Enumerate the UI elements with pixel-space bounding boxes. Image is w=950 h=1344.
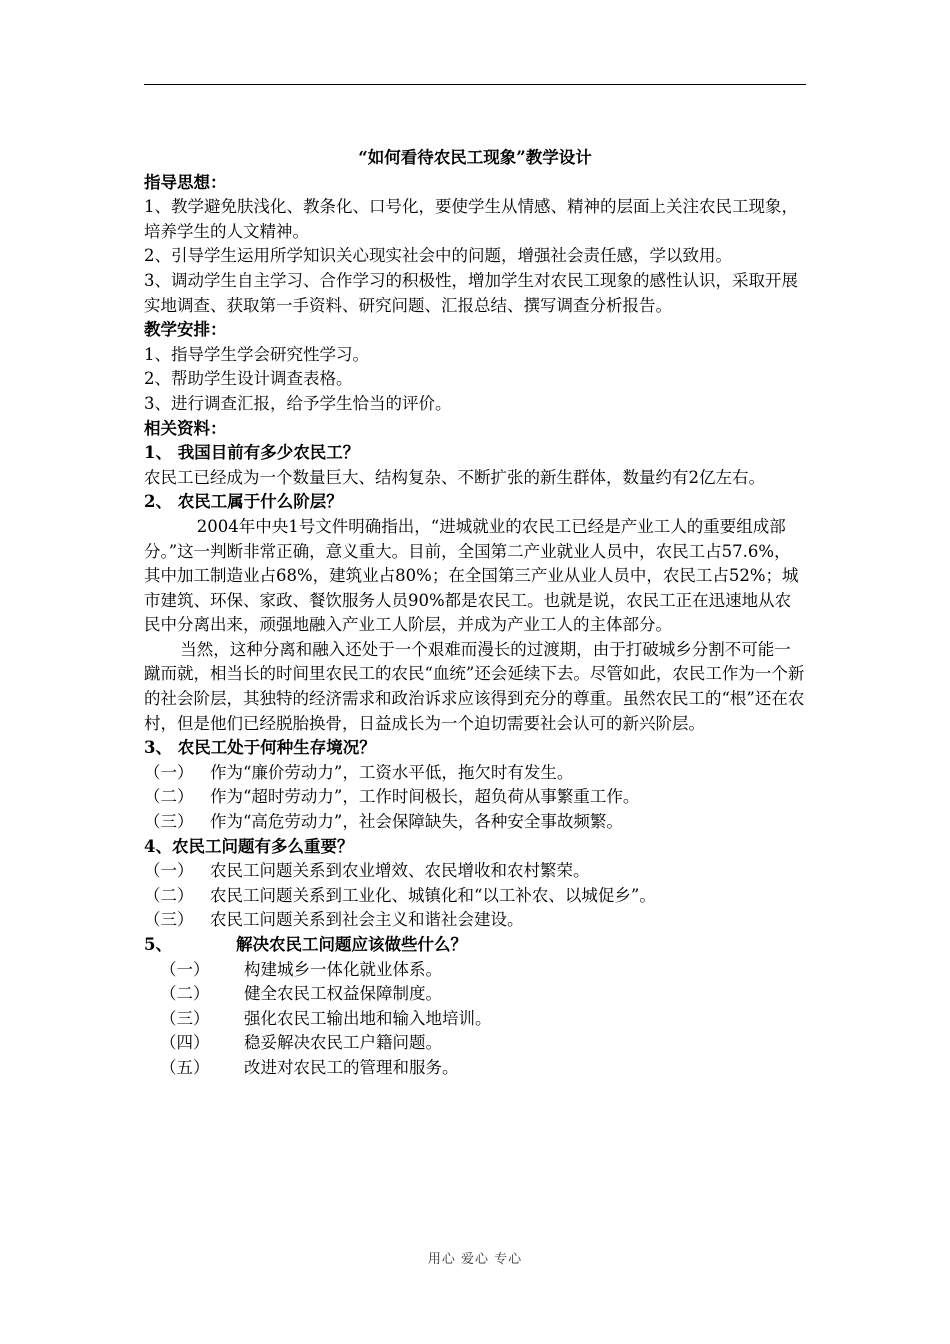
- arrangement-heading: 教学安排：: [144, 320, 227, 340]
- item-tag: （二）: [144, 885, 194, 905]
- item-text: 构建城乡一体化就业体系。: [244, 959, 442, 979]
- item-tag: （一）: [144, 861, 194, 881]
- guiding-item: 1、教学避免肤浅化、教条化、口号化，要使学生从情感、精神的层面上关注农民工现象，培养学生的人文精神。: [144, 197, 798, 241]
- item-tag: （二）: [160, 984, 210, 1004]
- document-title: “如何看待农民工现象”教学设计: [358, 148, 592, 167]
- guiding-heading: 指导思想：: [144, 172, 227, 192]
- q5-title: 解决农民工问题应该做些什么？: [236, 935, 467, 954]
- item-text: 改进对农民工的管理和服务。: [244, 1057, 459, 1077]
- arrangement-item: 3、进行调查汇报，给予学生恰当的评价。: [144, 393, 452, 413]
- guiding-item: 2、引导学生运用所学知识关心现实社会中的问题，增强社会责任感，学以致用。: [144, 246, 732, 266]
- page-footer: 用心 爱心 专心: [427, 1252, 523, 1267]
- q4-item: [144, 884, 806, 909]
- item-text: 强化农民工输出地和输入地培训。: [244, 1008, 492, 1028]
- materials-heading: 相关资料：: [144, 418, 227, 438]
- document-body: [144, 146, 806, 1081]
- guiding-item: 3、调动学生自主学习、合作学习的积极性，增加学生对农民工现象的感性认识，采取开展实地调查、获取第一手资料、研究问题、汇报总结、撰写调查分析报告。: [144, 270, 798, 315]
- q4-item: [144, 859, 806, 884]
- item-text: 稳妥解决农民工户籍问题。: [244, 1033, 442, 1053]
- item-tag: （三）: [144, 910, 194, 930]
- q4-item: [144, 908, 806, 933]
- item-tag: （三）: [160, 1008, 210, 1028]
- q1-title: 1、 我国目前有多少农民工？: [144, 443, 360, 463]
- item-text: 作为“高危劳动力”，社会保障缺失，各种安全事故频繁。: [210, 812, 623, 832]
- item-text: 作为“超时劳动力”，工作时间极长，超负荷从事繁重工作。: [210, 787, 640, 807]
- q2-paragraph: 2004年中央1号文件明确指出，“进城就业的农民工已经是产业工人的重要组成部分。”这一判断非常正确，意义重大。目前，全国第二产业就业人员中，农民工占57.6%，其中加工制造业占68%，建筑业占80%；在全国第三产业从业人员中，农民工占52%；城市建筑、环保、家政、餐饮服务人员90%都是农民工。也就是说，农民工正在迅速地从农民中分离出来，顽强地融入产业工人阶层，并成为产业工人的主体部分。: [144, 516, 799, 635]
- item-tag: （一）: [160, 959, 210, 979]
- arrangement-item: 2、帮助学生设计调查表格。: [144, 369, 353, 389]
- item-tag: （四）: [160, 1033, 210, 1053]
- item-text: 作为“廉价劳动力”，工资水平低，拖欠时有发生。: [210, 762, 574, 782]
- item-tag: （一）: [144, 762, 194, 782]
- q5-number: 5、: [144, 935, 172, 954]
- q4-title: 4、农民工问题有多么重要？: [144, 836, 354, 856]
- q3-title: 3、 农民工处于何种生存境况？: [144, 738, 376, 758]
- q3-item: [144, 761, 806, 786]
- item-tag: （二）: [144, 787, 194, 807]
- item-text: 农民工问题关系到农业增效、农民增收和农村繁荣。: [210, 861, 590, 881]
- q2-paragraph: 当然，这种分离和融入还处于一个艰难而漫长的过渡期，由于打破城乡分割不可能一蹴而就，相当长的时间里农民工的农民“血统”还会延续下去。尽管如此，农民工作为一个新的社会阶层，其独特的经济需求和政治诉求应该得到充分的尊重。虽然农民工的“根”还在农村，但是他们已经脱胎换骨，日益成长为一个迫切需要社会认可的新兴阶层。: [144, 639, 805, 733]
- item-tag: （五）: [160, 1057, 210, 1077]
- q1-body: 农民工已经成为一个数量巨大、结构复杂、不断扩张的新生群体，数量约有2亿左右。: [144, 467, 765, 487]
- item-text: 农民工问题关系到工业化、城镇化和“以工补农、以城促乡”。: [210, 885, 656, 905]
- q5-title-row: [144, 933, 806, 958]
- q2-title: 2、 农民工属于什么阶层？: [144, 492, 343, 512]
- q5-item: [144, 982, 806, 1007]
- header-rule: [144, 84, 806, 85]
- q5-item: [144, 958, 806, 983]
- item-tag: （三）: [144, 812, 194, 832]
- q3-item: [144, 810, 806, 835]
- item-text: 农民工问题关系到社会主义和谐社会建设。: [210, 910, 524, 930]
- q3-item: [144, 785, 806, 810]
- q5-item: [144, 1031, 806, 1056]
- q5-item: [144, 1007, 806, 1032]
- arrangement-item: 1、指导学生学会研究性学习。: [144, 344, 369, 364]
- item-text: 健全农民工权益保障制度。: [244, 984, 442, 1004]
- q5-item: [144, 1056, 806, 1081]
